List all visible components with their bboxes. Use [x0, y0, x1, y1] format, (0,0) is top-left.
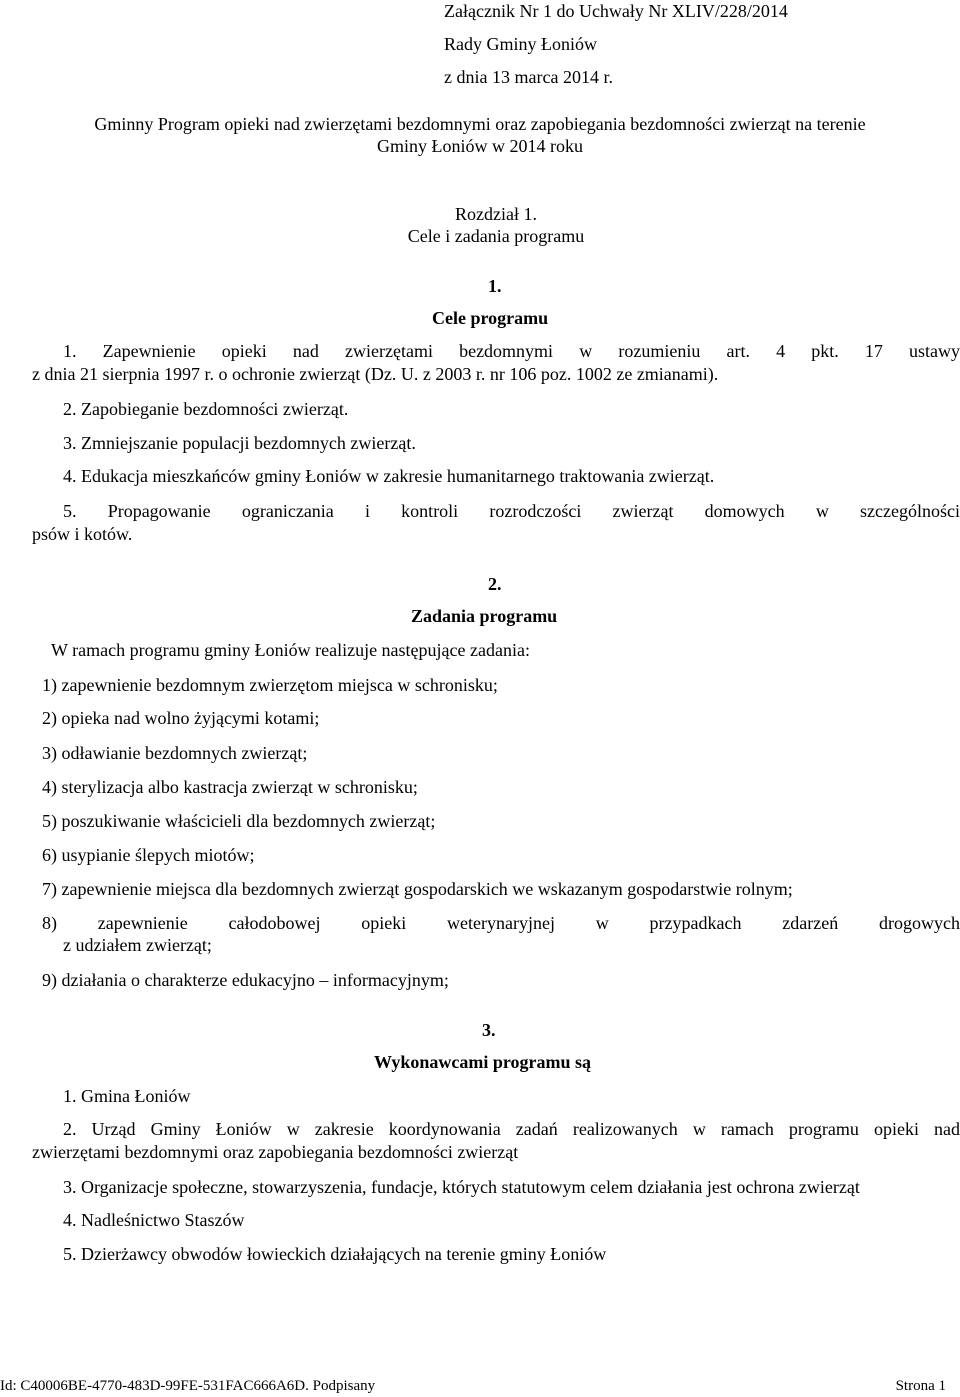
document-title-line-2: Gminy Łoniów w 2014 roku: [377, 136, 583, 156]
executor-item-4: 4. Nadleśnictwo Staszów: [63, 1210, 245, 1230]
executor-item-3: 3. Organizacje społeczne, stowarzyszenia, fundacje, których statutowym celem działania jest ochrona zwierząt: [63, 1177, 860, 1197]
section-2-heading: Zadania programu: [411, 606, 558, 626]
footer-document-id: Id: C40006BE-4770-483D-99FE-531FAC666A6D. Podpisany: [0, 1378, 376, 1394]
header-council-line: Rady Gminy Łoniów: [444, 34, 597, 54]
goal-item-1-line-1: 1. Zapewnienie opieki nad zwierzętami bezdomnymi w rozumieniu art. 4 pkt. 17 ustawy: [63, 341, 960, 361]
chapter-label: Rozdział 1.: [455, 204, 537, 224]
section-2-number: 2.: [488, 574, 502, 594]
goal-item-3: 3. Zmniejszanie populacji bezdomnych zwierząt.: [63, 433, 416, 453]
task-8-line-2: z udziałem zwierząt;: [63, 935, 212, 955]
task-7: 7) zapewnienie miejsca dla bezdomnych zwierząt gospodarskich we wskazanym gospodarstwie rolnym;: [42, 879, 793, 899]
footer-page-number: Strona 1: [895, 1378, 946, 1394]
header-resolution-line: Załącznik Nr 1 do Uchwały Nr XLIV/228/2014: [444, 1, 788, 21]
goal-item-5-line-1: 5. Propagowanie ograniczania i kontroli rozrodczości zwierząt domowych w szczególności: [63, 501, 960, 521]
task-9: 9) działania o charakterze edukacyjno – informacyjnym;: [42, 970, 449, 990]
section-3-heading: Wykonawcami programu są: [374, 1052, 592, 1072]
executor-item-5: 5. Dzierżawcy obwodów łowieckich działających na terenie gminy Łoniów: [63, 1244, 607, 1264]
section-1-number: 1.: [488, 276, 502, 296]
section-3-number: 3.: [482, 1020, 496, 1040]
header-date-line: z dnia 13 marca 2014 r.: [444, 67, 613, 87]
section-1-heading: Cele programu: [432, 308, 549, 328]
document-title-line-1: Gminny Program opieki nad zwierzętami bezdomnymi oraz zapobiegania bezdomności zwierząt na terenie: [94, 114, 866, 134]
chapter-name: Cele i zadania programu: [407, 226, 585, 246]
executor-item-2-line-2: zwierzętami bezdomnymi oraz zapobiegania bezdomności zwierząt: [32, 1142, 519, 1162]
task-2: 2) opieka nad wolno żyjącymi kotami;: [42, 708, 320, 728]
task-6: 6) usypianie ślepych miotów;: [42, 845, 255, 865]
task-1: 1) zapewnienie bezdomnym zwierzętom miejsca w schronisku;: [42, 675, 498, 695]
task-4: 4) sterylizacja albo kastracja zwierząt w schronisku;: [42, 777, 418, 797]
task-3: 3) odławianie bezdomnych zwierząt;: [42, 743, 308, 763]
tasks-intro: W ramach programu gminy Łoniów realizuje następujące zadania:: [51, 640, 530, 660]
task-8-line-1: 8) zapewnienie całodobowej opieki weterynaryjnej w przypadkach zdarzeń drogowych: [42, 913, 960, 933]
executor-item-1: 1. Gmina Łoniów: [63, 1086, 191, 1106]
executor-item-2-line-1: 2. Urząd Gminy Łoniów w zakresie koordynowania zadań realizowanych w ramach programu opieki nad: [63, 1119, 960, 1139]
goal-item-5-line-2: psów i kotów.: [32, 524, 133, 544]
task-5: 5) poszukiwanie właścicieli dla bezdomnych zwierząt;: [42, 811, 436, 831]
goal-item-2: 2. Zapobieganie bezdomności zwierząt.: [63, 399, 349, 419]
goal-item-1-line-2: z dnia 21 sierpnia 1997 r. o ochronie zwierząt (Dz. U. z 2003 r. nr 106 poz. 1002 ze zmianami).: [32, 364, 719, 384]
goal-item-4: 4. Edukacja mieszkańców gminy Łoniów w zakresie humanitarnego traktowania zwierząt.: [63, 466, 715, 486]
